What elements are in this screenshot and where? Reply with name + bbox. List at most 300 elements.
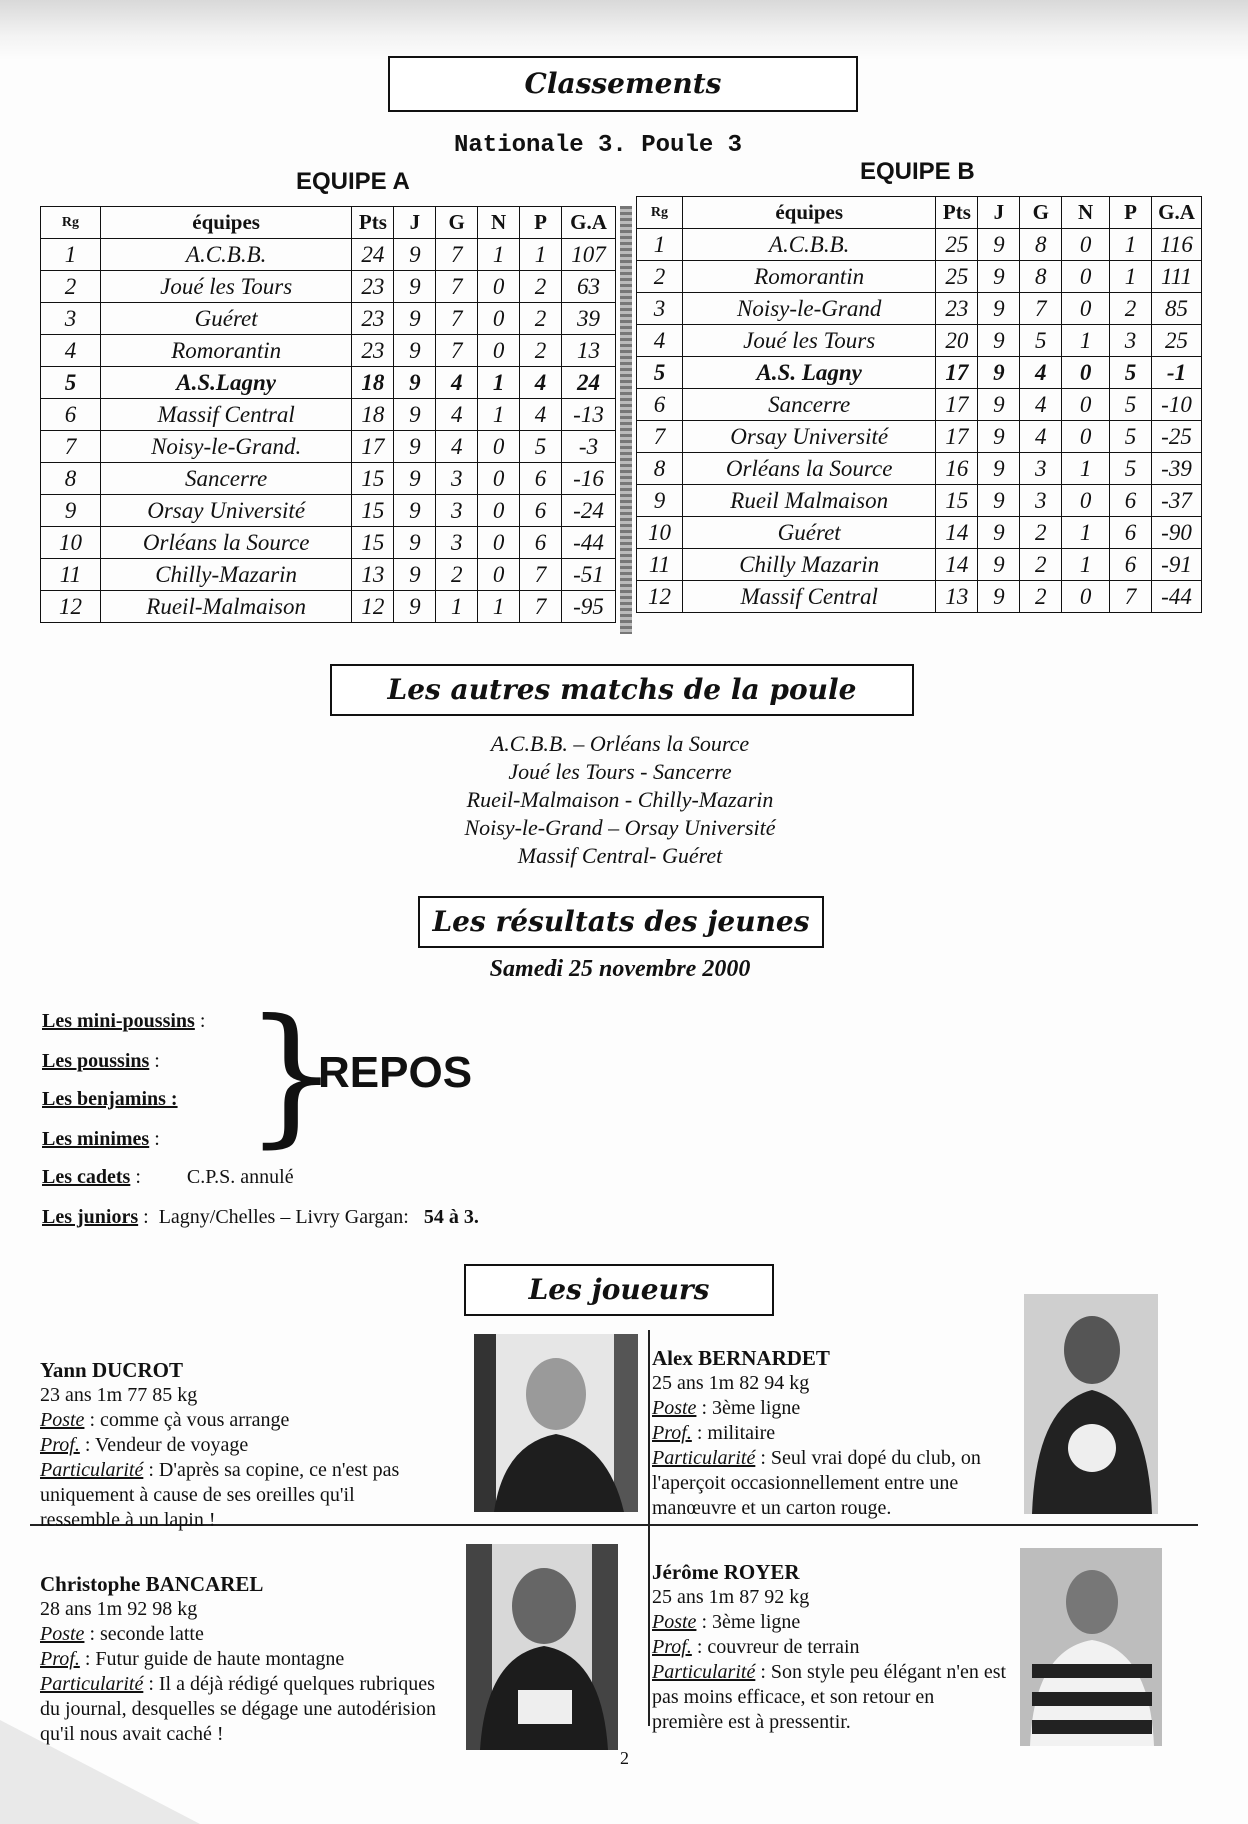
table-cell: -1 bbox=[1151, 357, 1201, 389]
folded-corner bbox=[0, 1700, 200, 1824]
table-cell: 9 bbox=[394, 495, 436, 527]
table-cell: 0 bbox=[478, 495, 520, 527]
table-cell: 9 bbox=[978, 485, 1020, 517]
prof-label: Prof. bbox=[652, 1422, 692, 1444]
table-cell: 1 bbox=[1110, 261, 1152, 293]
player-name: Christophe BANCAREL bbox=[40, 1572, 264, 1596]
table-row bbox=[41, 495, 616, 527]
player-poste: 3ème ligne bbox=[712, 1611, 801, 1633]
table-cell: 1 bbox=[1062, 453, 1110, 485]
column-header: N bbox=[478, 207, 520, 239]
column-header: J bbox=[394, 207, 436, 239]
match-item: Joué les Tours - Sancerre bbox=[508, 759, 732, 784]
player-poste: comme çà vous arrange bbox=[100, 1409, 290, 1431]
table-cell: 2 bbox=[520, 335, 562, 367]
table-cell: 4 bbox=[1020, 389, 1062, 421]
player-photo bbox=[1024, 1294, 1158, 1514]
table-cell: 2 bbox=[520, 271, 562, 303]
player-prof: militaire bbox=[707, 1422, 776, 1444]
table-cell: 0 bbox=[478, 527, 520, 559]
table-cell: 0 bbox=[1062, 389, 1110, 421]
table-cell: 1 bbox=[436, 591, 478, 623]
table-cell: 9 bbox=[978, 357, 1020, 389]
table-cell: 24 bbox=[352, 239, 394, 271]
prof-label: Prof. bbox=[40, 1434, 80, 1456]
table-cell: 0 bbox=[478, 463, 520, 495]
team-name-cell: Sancerre bbox=[100, 463, 352, 495]
youth-cadets: Les cadets : C.P.S. annulé bbox=[42, 1166, 294, 1188]
table-cell: 9 bbox=[978, 549, 1020, 581]
table-cell: 7 bbox=[41, 431, 101, 463]
team-name-cell: A.S.Lagny bbox=[100, 367, 352, 399]
table-cell: 2 bbox=[637, 261, 683, 293]
table-cell: 1 bbox=[1062, 325, 1110, 357]
table-cell: 0 bbox=[1062, 421, 1110, 453]
player-prof: couvreur de terrain bbox=[707, 1636, 860, 1658]
column-header: J bbox=[978, 197, 1020, 229]
poste-label: Poste bbox=[40, 1409, 85, 1431]
table-cell: 5 bbox=[637, 357, 683, 389]
table-cell: 8 bbox=[1020, 261, 1062, 293]
table-cell: 5 bbox=[1110, 389, 1152, 421]
table-row bbox=[637, 357, 1202, 389]
table-cell: 5 bbox=[1110, 357, 1152, 389]
team-name-cell: Sancerre bbox=[682, 389, 936, 421]
team-name-cell: Orsay Université bbox=[682, 421, 936, 453]
table-cell: 2 bbox=[41, 271, 101, 303]
table-cell: 13 bbox=[561, 335, 615, 367]
player-name: Jérôme ROYER bbox=[652, 1560, 800, 1584]
classements-title: Classements bbox=[388, 56, 858, 112]
player-card: Alex BERNARDET 25 ans 1m 82 94 kg Poste : 3ème ligne Prof. : militaire Particularité : Seul vrai dopé du club, on l'aperçoit occasionnellement entre une manœuvre et un carton rouge. bbox=[652, 1346, 1032, 1521]
table-cell: -39 bbox=[1151, 453, 1201, 485]
table-cell: 9 bbox=[978, 421, 1020, 453]
table-cell: 4 bbox=[436, 399, 478, 431]
youth-poussins: Les poussins : bbox=[42, 1050, 160, 1072]
table-cell: 1 bbox=[41, 239, 101, 271]
player-prof: Vendeur de voyage bbox=[95, 1434, 249, 1456]
table-cell: 9 bbox=[978, 261, 1020, 293]
table-row bbox=[637, 517, 1202, 549]
cadets-result: C.P.S. annulé bbox=[186, 1166, 294, 1188]
table-cell: 12 bbox=[41, 591, 101, 623]
player-card: Jérôme ROYER 25 ans 1m 87 92 kg Poste : 3ème ligne Prof. : couvreur de terrain Particularité : Son style peu élégant n'en est pas moins efficace, et son retour en première est à pressentir. bbox=[652, 1560, 1012, 1735]
column-header: G.A bbox=[1151, 197, 1201, 229]
table-cell: -24 bbox=[561, 495, 615, 527]
table-cell: 6 bbox=[41, 399, 101, 431]
table-cell: 1 bbox=[478, 399, 520, 431]
table-cell: -10 bbox=[1151, 389, 1201, 421]
player-particularite: Il a déjà rédigé quelques rubriques du journal, desquelles se dégage une autodérision qu'il nous avait caché ! bbox=[40, 1673, 436, 1745]
particularite-label: Particularité bbox=[40, 1673, 144, 1695]
table-cell: 3 bbox=[1110, 325, 1152, 357]
table-cell: 9 bbox=[978, 325, 1020, 357]
table-cell: 4 bbox=[436, 431, 478, 463]
table-cell: 23 bbox=[352, 303, 394, 335]
player-photo bbox=[1020, 1548, 1162, 1746]
team-name-cell: Massif Central bbox=[100, 399, 352, 431]
youth-label: Les juniors bbox=[42, 1206, 139, 1228]
table-cell: 9 bbox=[394, 271, 436, 303]
table-cell: 5 bbox=[1020, 325, 1062, 357]
table-cell: 13 bbox=[352, 559, 394, 591]
table-cell: 9 bbox=[394, 591, 436, 623]
table-row bbox=[637, 293, 1202, 325]
table-cell: 20 bbox=[936, 325, 978, 357]
table-cell: 9 bbox=[978, 293, 1020, 325]
poste-label: Poste bbox=[652, 1611, 697, 1633]
resultats-jeunes-title: Les résultats des jeunes bbox=[418, 896, 824, 948]
table-cell: 63 bbox=[561, 271, 615, 303]
table-cell: 0 bbox=[1062, 357, 1110, 389]
table-cell: 1 bbox=[637, 229, 683, 261]
table-cell: 9 bbox=[394, 431, 436, 463]
player-stats: 23 ans 1m 77 85 kg bbox=[40, 1384, 198, 1406]
player-photo bbox=[474, 1334, 638, 1512]
team-name-cell: Chilly-Mazarin bbox=[100, 559, 352, 591]
table-row bbox=[41, 463, 616, 495]
table-cell: 9 bbox=[394, 303, 436, 335]
table-cell: 3 bbox=[41, 303, 101, 335]
table-cell: -51 bbox=[561, 559, 615, 591]
table-row bbox=[41, 559, 616, 591]
team-name-cell: Joué les Tours bbox=[682, 325, 936, 357]
table-row bbox=[41, 271, 616, 303]
table-cell: 8 bbox=[637, 453, 683, 485]
table-cell: 6 bbox=[637, 389, 683, 421]
team-name-cell: Massif Central bbox=[682, 581, 936, 613]
youth-minimes: Les minimes : bbox=[42, 1128, 160, 1150]
team-name-cell: Rueil Malmaison bbox=[682, 485, 936, 517]
table-cell: 18 bbox=[352, 367, 394, 399]
table-row bbox=[637, 421, 1202, 453]
column-header: P bbox=[520, 207, 562, 239]
team-name-cell: Noisy-le-Grand bbox=[682, 293, 936, 325]
table-cell: 9 bbox=[41, 495, 101, 527]
youth-label: Les mini-poussins bbox=[42, 1010, 195, 1032]
table-cell: 24 bbox=[561, 367, 615, 399]
match-item: Noisy-le-Grand – Orsay Université bbox=[464, 815, 776, 840]
table-cell: 1 bbox=[1062, 549, 1110, 581]
table-row bbox=[41, 431, 616, 463]
table-cell: 17 bbox=[936, 357, 978, 389]
table-cell: 25 bbox=[936, 261, 978, 293]
prof-label: Prof. bbox=[40, 1648, 80, 1670]
table-cell: 9 bbox=[394, 367, 436, 399]
youth-label: Les benjamins : bbox=[42, 1088, 178, 1110]
team-name-cell: A.C.B.B. bbox=[682, 229, 936, 261]
table-cell: -95 bbox=[561, 591, 615, 623]
table-cell: 14 bbox=[936, 549, 978, 581]
table-cell: 1 bbox=[520, 239, 562, 271]
table-cell: 17 bbox=[936, 389, 978, 421]
table-cell: 1 bbox=[478, 367, 520, 399]
table-cell: 0 bbox=[478, 303, 520, 335]
table-cell: 23 bbox=[936, 293, 978, 325]
table-row bbox=[637, 453, 1202, 485]
table-cell: 7 bbox=[520, 591, 562, 623]
table-cell: 9 bbox=[394, 239, 436, 271]
player-card: Yann DUCROT 23 ans 1m 77 85 kg Poste : comme çà vous arrange Prof. : Vendeur de voyage Particularité : D'après sa copine, ce n'est pas uniquement à cause de ses oreilles qu'il ressemble à un lapin ! bbox=[40, 1358, 450, 1533]
youth-juniors: Les juniors : Lagny/Chelles – Livry Gargan: 54 à 3. bbox=[42, 1206, 479, 1228]
table-cell: 14 bbox=[936, 517, 978, 549]
table-cell: 1 bbox=[1062, 517, 1110, 549]
table-row bbox=[637, 549, 1202, 581]
player-particularite: Son style peu élégant n'en est pas moins efficace, et son retour en première est à pressentir. bbox=[652, 1661, 1007, 1733]
table-cell: 9 bbox=[637, 485, 683, 517]
table-cell: 7 bbox=[436, 271, 478, 303]
table-cell: 12 bbox=[637, 581, 683, 613]
table-cell: 9 bbox=[978, 517, 1020, 549]
table-cell: 3 bbox=[436, 495, 478, 527]
table-row bbox=[637, 325, 1202, 357]
table-cell: 9 bbox=[394, 527, 436, 559]
youth-label: Les poussins bbox=[42, 1050, 150, 1072]
table-cell: 23 bbox=[352, 271, 394, 303]
team-name-cell: Guéret bbox=[682, 517, 936, 549]
table-cell: 1 bbox=[478, 591, 520, 623]
team-name-cell: Orsay Université bbox=[100, 495, 352, 527]
league-subtitle: Nationale 3. Poule 3 bbox=[454, 132, 743, 159]
table-cell: 25 bbox=[1151, 325, 1201, 357]
table-cell: 6 bbox=[1110, 485, 1152, 517]
player-particularite: Seul vrai dopé du club, on l'aperçoit occasionnellement entre une manœuvre et un carton rouge. bbox=[652, 1447, 981, 1519]
results-date: Samedi 25 novembre 2000 bbox=[489, 956, 751, 982]
table-cell: 2 bbox=[520, 303, 562, 335]
table-cell: -44 bbox=[1151, 581, 1201, 613]
particularite-label: Particularité bbox=[40, 1459, 144, 1481]
team-name-cell: Chilly Mazarin bbox=[682, 549, 936, 581]
table-cell: 11 bbox=[41, 559, 101, 591]
table-cell: 1 bbox=[1110, 229, 1152, 261]
table-row bbox=[41, 591, 616, 623]
column-header: G.A bbox=[561, 207, 615, 239]
table-cell: 9 bbox=[978, 453, 1020, 485]
table-cell: -91 bbox=[1151, 549, 1201, 581]
table-cell: 2 bbox=[436, 559, 478, 591]
table-cell: 10 bbox=[637, 517, 683, 549]
table-cell: 4 bbox=[520, 399, 562, 431]
prof-label: Prof. bbox=[652, 1636, 692, 1658]
player-photo bbox=[466, 1544, 618, 1750]
repos-label: REPOS bbox=[318, 1048, 473, 1097]
page-number: 2 bbox=[620, 1748, 629, 1768]
table-cell: 7 bbox=[436, 239, 478, 271]
table-row bbox=[41, 367, 616, 399]
table-cell: 6 bbox=[1110, 517, 1152, 549]
table-cell: 0 bbox=[478, 559, 520, 591]
table-cell: 4 bbox=[436, 367, 478, 399]
column-header: Rg bbox=[637, 197, 683, 229]
table-cell: 7 bbox=[436, 335, 478, 367]
team-name-cell: Guéret bbox=[100, 303, 352, 335]
table-cell: 6 bbox=[1110, 549, 1152, 581]
player-stats: 25 ans 1m 82 94 kg bbox=[652, 1372, 810, 1394]
column-header: P bbox=[1110, 197, 1152, 229]
team-name-cell: Joué les Tours bbox=[100, 271, 352, 303]
table-cell: 0 bbox=[1062, 485, 1110, 517]
table-divider bbox=[620, 206, 632, 634]
team-name-cell: Noisy-le-Grand. bbox=[100, 431, 352, 463]
player-name: Yann DUCROT bbox=[40, 1358, 183, 1382]
table-cell: -3 bbox=[561, 431, 615, 463]
column-header: G bbox=[436, 207, 478, 239]
poste-label: Poste bbox=[40, 1623, 85, 1645]
team-name-cell: Rueil-Malmaison bbox=[100, 591, 352, 623]
table-cell: -16 bbox=[561, 463, 615, 495]
table-cell: 2 bbox=[1020, 581, 1062, 613]
team-name-cell: Orléans la Source bbox=[682, 453, 936, 485]
brace-icon: } bbox=[244, 988, 340, 1162]
juniors-match: Lagny/Chelles – Livry Gargan: bbox=[158, 1206, 409, 1228]
table-cell: -90 bbox=[1151, 517, 1201, 549]
table-cell: 15 bbox=[352, 463, 394, 495]
table-cell: 7 bbox=[637, 421, 683, 453]
table-cell: 12 bbox=[352, 591, 394, 623]
table-cell: -13 bbox=[561, 399, 615, 431]
table-row bbox=[637, 389, 1202, 421]
table-cell: -44 bbox=[561, 527, 615, 559]
scan-smudge bbox=[0, 0, 1248, 60]
table-cell: 0 bbox=[1062, 229, 1110, 261]
table-cell: 3 bbox=[436, 527, 478, 559]
team-name-cell: Orléans la Source bbox=[100, 527, 352, 559]
column-header: Rg bbox=[41, 207, 101, 239]
column-header: N bbox=[1062, 197, 1110, 229]
youth-mini-poussins: Les mini-poussins : bbox=[42, 1010, 206, 1032]
column-header: Pts bbox=[936, 197, 978, 229]
particularite-label: Particularité bbox=[652, 1661, 756, 1683]
table-cell: 3 bbox=[436, 463, 478, 495]
table-cell: 0 bbox=[478, 335, 520, 367]
joueurs-title: Les joueurs bbox=[464, 1264, 774, 1316]
table-header-row bbox=[41, 207, 616, 239]
youth-label: Les cadets bbox=[42, 1166, 131, 1188]
table-cell: 39 bbox=[561, 303, 615, 335]
table-cell: 9 bbox=[978, 389, 1020, 421]
player-stats: 25 ans 1m 87 92 kg bbox=[652, 1586, 810, 1608]
table-cell: 9 bbox=[394, 399, 436, 431]
match-item: Massif Central- Guéret bbox=[517, 843, 723, 868]
table-cell: 111 bbox=[1151, 261, 1201, 293]
table-cell: 3 bbox=[1020, 485, 1062, 517]
table-row bbox=[41, 399, 616, 431]
poste-label: Poste bbox=[652, 1397, 697, 1419]
table-cell: 5 bbox=[520, 431, 562, 463]
table-row bbox=[637, 485, 1202, 517]
table-cell: 15 bbox=[352, 495, 394, 527]
table-cell: 1 bbox=[478, 239, 520, 271]
table-cell: 7 bbox=[1110, 581, 1152, 613]
column-header: équipes bbox=[682, 197, 936, 229]
table-cell: 6 bbox=[520, 463, 562, 495]
table-header-row bbox=[637, 197, 1202, 229]
team-name-cell: Romorantin bbox=[682, 261, 936, 293]
table-row bbox=[637, 581, 1202, 613]
equipe-a-table bbox=[40, 206, 616, 623]
table-cell: 6 bbox=[520, 495, 562, 527]
table-cell: 5 bbox=[1110, 421, 1152, 453]
players-vertical-separator bbox=[648, 1330, 650, 1726]
match-item: Rueil-Malmaison - Chilly-Mazarin bbox=[466, 787, 774, 812]
youth-label: Les minimes bbox=[42, 1128, 150, 1150]
match-item: A.C.B.B. – Orléans la Source bbox=[490, 731, 750, 756]
table-row bbox=[41, 527, 616, 559]
table-cell: 3 bbox=[1020, 453, 1062, 485]
column-header: équipes bbox=[100, 207, 352, 239]
youth-benjamins bbox=[42, 1088, 178, 1111]
table-row bbox=[41, 303, 616, 335]
table-cell: 9 bbox=[394, 559, 436, 591]
table-cell: 16 bbox=[936, 453, 978, 485]
autres-matchs-title: Les autres matchs de la poule bbox=[330, 664, 914, 716]
equipe-a-heading: EQUIPE A bbox=[296, 168, 410, 195]
matches-list bbox=[380, 730, 860, 870]
table-cell: 5 bbox=[41, 367, 101, 399]
table-row bbox=[41, 335, 616, 367]
table-cell: 7 bbox=[1020, 293, 1062, 325]
table-cell: 4 bbox=[1020, 357, 1062, 389]
table-cell: 9 bbox=[394, 335, 436, 367]
table-cell: 116 bbox=[1151, 229, 1201, 261]
player-stats: 28 ans 1m 92 98 kg bbox=[40, 1598, 198, 1620]
table-cell: 2 bbox=[1020, 549, 1062, 581]
table-cell: 4 bbox=[41, 335, 101, 367]
table-cell: 8 bbox=[41, 463, 101, 495]
table-cell: 2 bbox=[1020, 517, 1062, 549]
table-row bbox=[41, 239, 616, 271]
player-poste: seconde latte bbox=[100, 1623, 204, 1645]
table-cell: 9 bbox=[978, 581, 1020, 613]
table-cell: 10 bbox=[41, 527, 101, 559]
table-cell: 5 bbox=[1110, 453, 1152, 485]
player-particularite: D'après sa copine, ce n'est pas uniquement à cause de ses oreilles qu'il ressemble à un lapin ! bbox=[40, 1459, 400, 1531]
equipe-b-table bbox=[636, 196, 1202, 613]
player-poste: 3ème ligne bbox=[712, 1397, 801, 1419]
table-cell: -37 bbox=[1151, 485, 1201, 517]
table-cell: 18 bbox=[352, 399, 394, 431]
table-cell: 6 bbox=[520, 527, 562, 559]
table-cell: 15 bbox=[936, 485, 978, 517]
table-cell: 0 bbox=[478, 431, 520, 463]
column-header: G bbox=[1020, 197, 1062, 229]
player-prof: Futur guide de haute montagne bbox=[95, 1648, 345, 1670]
table-cell: 0 bbox=[1062, 581, 1110, 613]
equipe-b-heading: EQUIPE B bbox=[860, 158, 975, 185]
table-cell: 3 bbox=[637, 293, 683, 325]
table-cell: 0 bbox=[478, 271, 520, 303]
column-header: Pts bbox=[352, 207, 394, 239]
table-cell: 7 bbox=[436, 303, 478, 335]
table-cell: 13 bbox=[936, 581, 978, 613]
player-name: Alex BERNARDET bbox=[652, 1346, 830, 1370]
table-cell: 11 bbox=[637, 549, 683, 581]
table-cell: 0 bbox=[1062, 293, 1110, 325]
table-row bbox=[637, 229, 1202, 261]
table-cell: 85 bbox=[1151, 293, 1201, 325]
table-cell: 23 bbox=[352, 335, 394, 367]
table-cell: 0 bbox=[1062, 261, 1110, 293]
team-name-cell: Romorantin bbox=[100, 335, 352, 367]
table-cell: 17 bbox=[936, 421, 978, 453]
table-cell: 9 bbox=[978, 229, 1020, 261]
table-cell: 4 bbox=[1020, 421, 1062, 453]
table-cell: 4 bbox=[637, 325, 683, 357]
table-cell: 17 bbox=[352, 431, 394, 463]
table-cell: -25 bbox=[1151, 421, 1201, 453]
table-cell: 7 bbox=[520, 559, 562, 591]
table-cell: 8 bbox=[1020, 229, 1062, 261]
